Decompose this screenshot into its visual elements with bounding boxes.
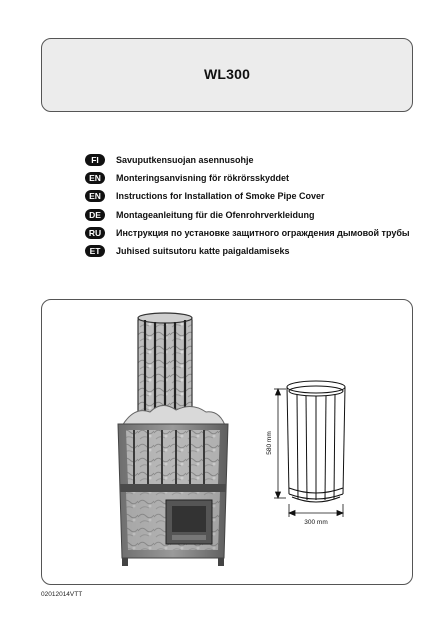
language-title: Montageanleitung für die Ofenrohrverkleidung [116, 209, 315, 220]
stove-illustration [118, 313, 228, 566]
language-badge: RU [85, 227, 105, 239]
language-item [85, 151, 410, 169]
dimension-lines [274, 389, 343, 517]
title-box [41, 38, 413, 112]
language-list [85, 151, 410, 260]
language-title: Savuputkensuojan asennusohje [116, 155, 254, 166]
language-title: Инструкция по установке защитного ограждения дымовой трубы [116, 227, 410, 238]
product-illustration [42, 300, 413, 585]
language-badge: EN [85, 172, 105, 184]
width-dimension-label: 300 mm [304, 519, 328, 526]
height-dimension-label: 580 mm [266, 431, 273, 455]
language-badge: FI [85, 154, 105, 166]
language-badge: DE [85, 209, 105, 221]
language-item [85, 187, 410, 205]
document-code: 02012014VTT [41, 591, 83, 598]
language-badge: EN [85, 190, 105, 202]
language-title: Instructions for Installation of Smoke Pipe Cover [116, 191, 325, 202]
figure-box [41, 299, 413, 585]
language-item [85, 242, 410, 260]
cover-drawing [287, 381, 345, 502]
language-badge: ET [85, 245, 105, 257]
language-item [85, 206, 410, 224]
language-item [85, 224, 410, 242]
model-title: WL300 [203, 66, 251, 82]
language-item [85, 169, 410, 187]
language-title: Juhised suitsutoru katte paigaldamiseks [116, 246, 290, 257]
language-title: Monteringsanvisning för rökrörsskyddet [116, 173, 290, 184]
